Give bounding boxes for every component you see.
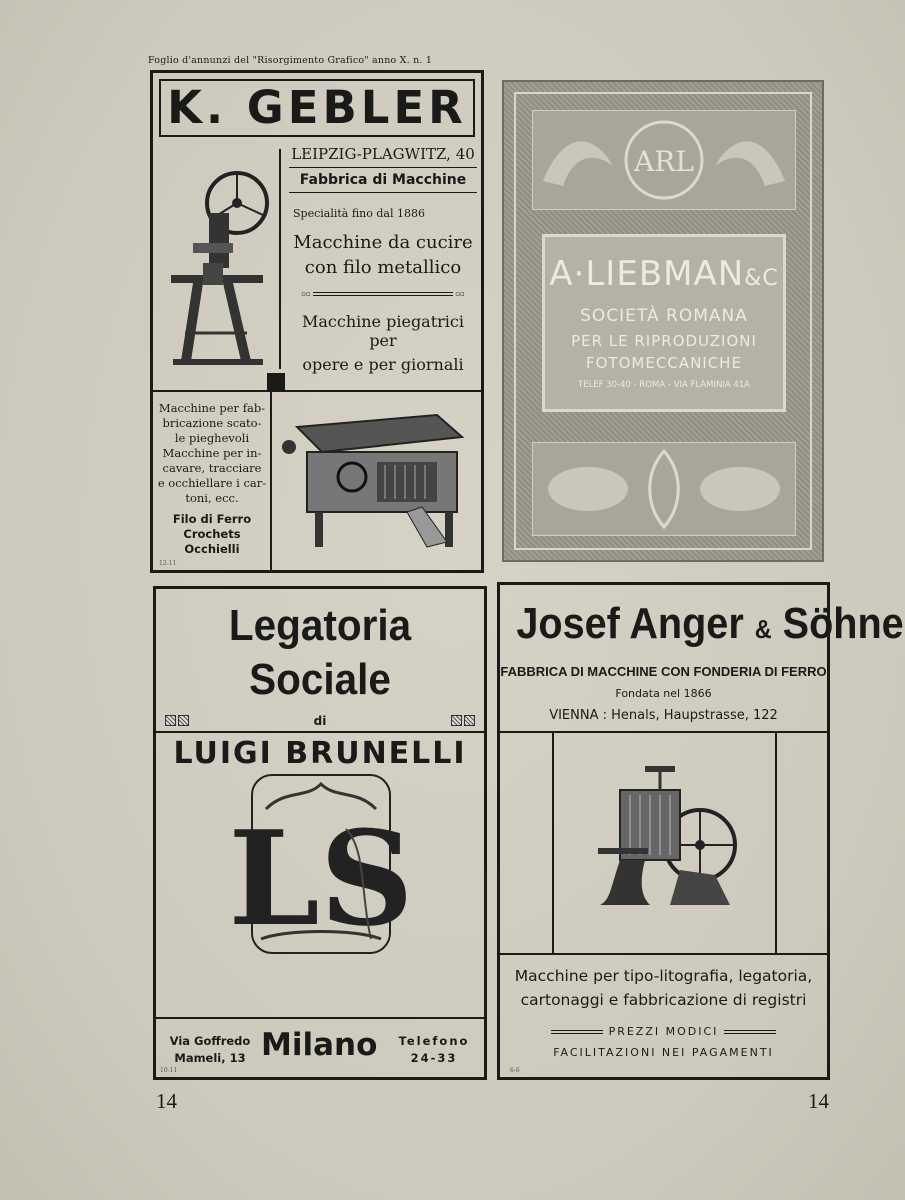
- liebman-line2: PER LE RIPRODUZIONI: [571, 332, 757, 350]
- gebler-product-list: [155, 401, 269, 557]
- list-item: e occhiellare i car-: [157, 476, 267, 490]
- ornament-icon: [164, 711, 190, 730]
- legatoria-addr1: Via Goffredo: [169, 1034, 251, 1048]
- liebman-line3: FOTOMECCANICHE: [586, 354, 742, 372]
- anger-ref: 6-6: [510, 1067, 520, 1074]
- gebler-ad: [150, 70, 484, 573]
- legatoria-title: Legatoria Sociale: [228, 601, 412, 704]
- list-item: Macchine per fab-: [158, 401, 266, 415]
- gebler-product2-line1: Macchine piegatrici per: [301, 312, 464, 350]
- ornament-icon: [450, 711, 476, 730]
- legatoria-monogram: LS: [228, 802, 414, 955]
- anger-payments: FACILITAZIONI NEI PAGAMENTI: [553, 1046, 774, 1059]
- anger-subtitle: FABBRICA DI MACCHINE CON FONDERIA DI FERRO: [500, 664, 827, 679]
- page-number-right: 14: [808, 1089, 829, 1113]
- legatoria-name: LUIGI BRUNELLI: [173, 736, 467, 771]
- anger-desc2: cartonaggi e fabbricazione di registri: [520, 991, 807, 1009]
- liebman-title: A·LIEBMAN: [549, 254, 745, 294]
- anger-ad: [497, 582, 904, 1080]
- liebman-bottom-ornament: [532, 442, 796, 536]
- anger-address: VIENNA : Henals, Haupstrasse, 122: [549, 708, 778, 723]
- legatoria-addr2: Mameli, 13: [174, 1051, 246, 1065]
- anger-prices: PREZZI MODICI: [608, 1025, 719, 1038]
- liebman-line1: SOCIETÀ ROMANA: [580, 306, 748, 326]
- anger-desc1: Macchine per tipo-litografia, legatoria,: [514, 967, 813, 985]
- folding-machine-illustration: [277, 407, 477, 557]
- liebman-amp: &C: [744, 266, 779, 291]
- anger-founded: Fondata nel 1866: [615, 687, 712, 700]
- ls-monogram-illustration: [228, 769, 414, 959]
- gebler-company-type: Fabbrica di Macchine: [299, 172, 467, 188]
- gebler-wire-list: [155, 512, 269, 557]
- legatoria-tel-label: Telefono: [398, 1034, 470, 1048]
- list-item: le pieghevoli: [174, 431, 250, 445]
- gebler-specialty: Specialità fino dal 1886: [293, 207, 425, 220]
- liebman-ad-plate: [502, 80, 824, 562]
- list-item: Crochets: [183, 527, 241, 541]
- legatoria-di: di: [313, 713, 327, 728]
- anger-amp: &: [754, 614, 772, 644]
- list-item: toni, ecc.: [185, 491, 239, 505]
- gebler-city: LEIPZIG-PLAGWITZ, 40: [291, 145, 475, 163]
- gebler-ref: 12-11: [159, 560, 177, 567]
- gebler-separator: ▫▫ ▫▫: [301, 290, 465, 298]
- legatoria-ad: [153, 586, 487, 1080]
- printing-press-illustration: [590, 760, 750, 920]
- legatoria-footer: [156, 1017, 484, 1079]
- list-item: Occhielli: [184, 542, 240, 556]
- anger-title-a: Josef Anger: [516, 599, 744, 648]
- gebler-title: K. GEBLER: [159, 79, 475, 137]
- list-item: cavare, tracciare: [162, 461, 262, 475]
- legatoria-city: Milano: [261, 1027, 378, 1063]
- liebman-top-ornament: [532, 110, 796, 210]
- anger-description: [500, 967, 827, 1059]
- list-item: Filo di Ferro: [172, 512, 252, 526]
- page-number-left: 14: [156, 1089, 177, 1113]
- liebman-monogram: ARL: [634, 145, 694, 178]
- list-item: bricazione scato-: [162, 416, 262, 430]
- stitching-machine-illustration: [163, 163, 271, 373]
- gebler-product2-line2: opere e per giornali: [302, 355, 464, 374]
- gebler-product1-line2: con filo metallico: [304, 257, 462, 278]
- gebler-product1-line1: Macchine da cucire: [293, 232, 473, 253]
- page-header: Foglio d'annunzi del "Risorgimento Grafico" anno X. n. 1: [148, 55, 433, 66]
- list-item: Macchine per in-: [162, 446, 262, 460]
- liebman-line4: TELEF 30-40 - ROMA - VIA FLAMINIA 41A: [578, 380, 750, 390]
- legatoria-tel: 24-33: [410, 1051, 458, 1065]
- legatoria-ref: 10-11: [160, 1067, 178, 1074]
- anger-title-b: Söhne: [782, 599, 904, 648]
- liebman-text-panel: [542, 234, 786, 412]
- black-square: [267, 373, 285, 391]
